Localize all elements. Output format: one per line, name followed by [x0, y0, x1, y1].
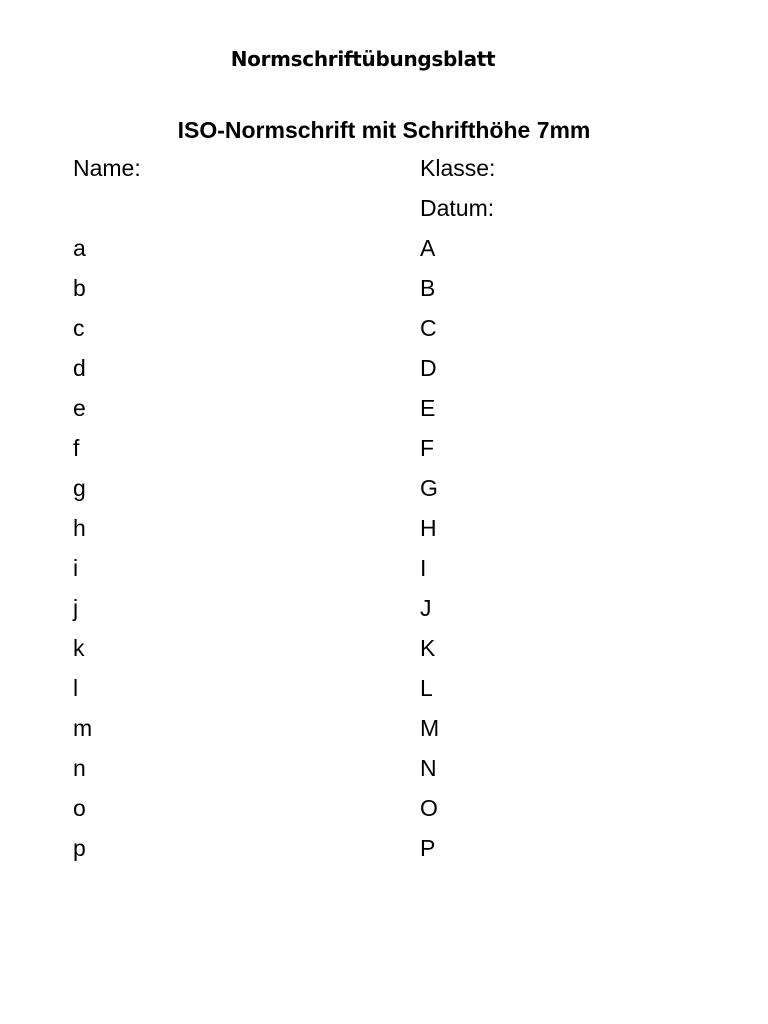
letter-row	[73, 828, 693, 868]
letter-row	[73, 428, 693, 468]
letter-row	[73, 508, 693, 548]
lowercase-letter: j	[73, 595, 79, 621]
uppercase-letter: L	[420, 675, 433, 701]
name-class-row	[73, 148, 693, 188]
lowercase-letter: n	[73, 755, 86, 781]
date-row	[73, 188, 693, 228]
uppercase-letter: M	[420, 715, 440, 741]
lowercase-letter: a	[73, 235, 86, 261]
letter-row	[73, 348, 693, 388]
name-label: Name:	[73, 155, 141, 181]
letter-row	[73, 628, 693, 668]
uppercase-letter: G	[420, 475, 438, 501]
letter-row	[73, 708, 693, 748]
uppercase-letter: O	[420, 795, 438, 821]
lowercase-letter: p	[73, 835, 86, 861]
lowercase-letter: e	[73, 395, 86, 421]
letter-row	[73, 588, 693, 628]
uppercase-letter: I	[420, 555, 427, 581]
uppercase-letter: D	[420, 355, 437, 381]
lowercase-letter: b	[73, 275, 86, 301]
lowercase-letter: h	[73, 515, 86, 541]
uppercase-letter: P	[420, 835, 436, 861]
uppercase-letter: K	[420, 635, 436, 661]
letter-row	[73, 228, 693, 268]
uppercase-letter: B	[420, 275, 436, 301]
uppercase-letter: C	[420, 315, 437, 341]
lowercase-letter: l	[73, 675, 79, 701]
worksheet-title: Normschriftübungsblatt	[230, 47, 496, 71]
letter-row	[73, 548, 693, 588]
lowercase-letter: g	[73, 475, 86, 501]
worksheet-subtitle: ISO-Normschrift mit Schrifthöhe 7mm	[177, 117, 591, 143]
uppercase-letter: J	[420, 595, 432, 621]
letter-row	[73, 388, 693, 428]
letter-row	[73, 788, 693, 828]
lowercase-letter: f	[73, 435, 80, 461]
letter-row	[73, 668, 693, 708]
lowercase-letter: i	[73, 555, 79, 581]
class-label: Klasse:	[420, 155, 496, 181]
uppercase-letter: H	[420, 515, 437, 541]
uppercase-letter: N	[420, 755, 437, 781]
lowercase-letter: o	[73, 795, 86, 821]
lowercase-letter: d	[73, 355, 86, 381]
letter-row	[73, 308, 693, 348]
lowercase-letter: k	[73, 635, 85, 661]
lowercase-letter: m	[73, 715, 93, 741]
uppercase-letter: E	[420, 395, 436, 421]
letter-row	[73, 468, 693, 508]
letter-row	[73, 268, 693, 308]
lowercase-letter: c	[73, 315, 85, 341]
uppercase-letter: F	[420, 435, 435, 461]
date-label: Datum:	[420, 195, 495, 221]
letter-row	[73, 748, 693, 788]
uppercase-letter: A	[420, 235, 436, 261]
